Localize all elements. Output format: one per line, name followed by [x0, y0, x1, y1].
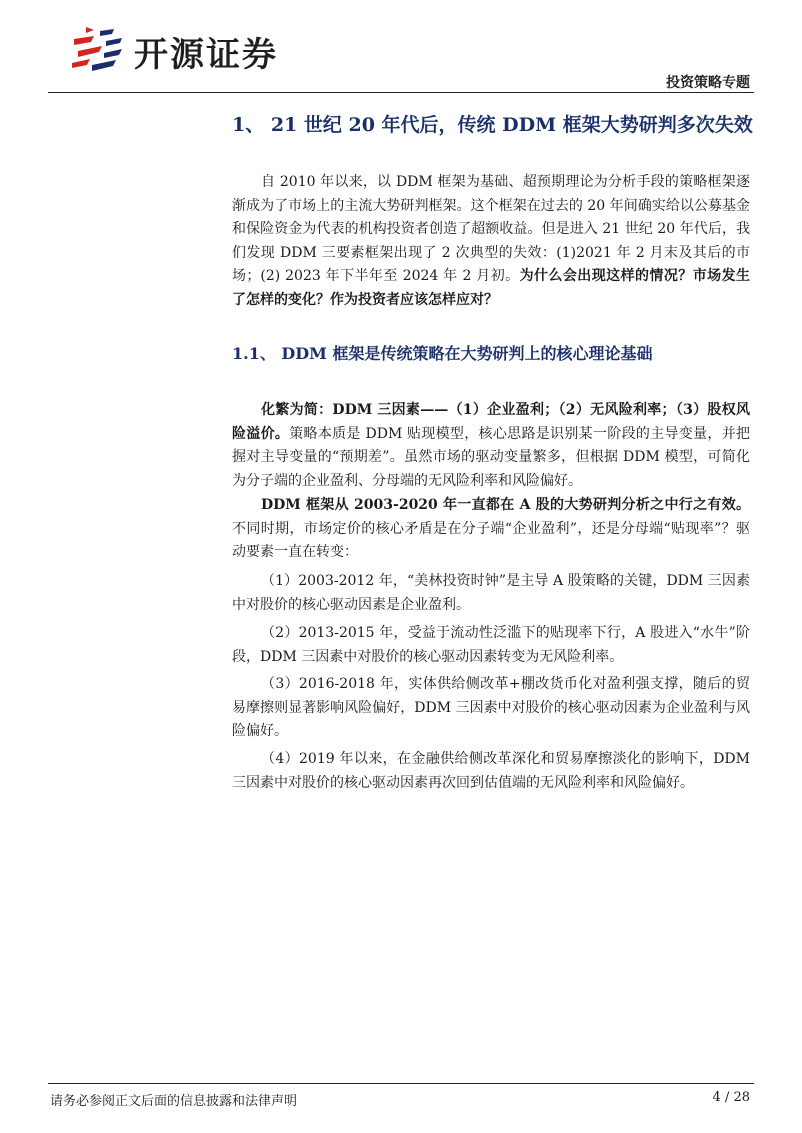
ddm-factors-paragraph [232, 399, 750, 493]
disclaimer-note: 请务必参阅正文后面的信息披露和法律声明 [50, 1094, 298, 1109]
section-1-heading: 1、 21 世纪 20 年代后，传统 DDM 框架大势研判多次失效 [232, 114, 753, 136]
ddm-history-bold-lead: DDM 框架从 2003-2020 年一直都在 A 股的大势研判分析之中行之有效。 [261, 497, 750, 513]
footer-divider [48, 1083, 754, 1084]
company-logo [70, 25, 310, 75]
logo-mark-icon [70, 25, 126, 71]
ddm-factors-text: 策略本质是 DDM 贴现模型，核心思路是识别某一阶段的主导变量，并把握对主导变量的“预期差”。虽然市场的驱动变量繁多，但根据 DDM 模型，可简化为分子端的企业盈利、分母端的无风险利率和风险偏好。 [232, 425, 751, 489]
list-item: （4）2019 年以来，在金融供给侧改革深化和贸易摩擦淡化的影响下，DDM 三因素中对股价的核心驱动因素再次回到估值端的无风险利率和风险偏好。 [232, 751, 750, 791]
section-1-paragraph [232, 171, 750, 312]
paragraph-bold-question: 为什么会出现这样的情况？市场发生了怎样的变化？作为投资者应该怎样应对？ [232, 268, 750, 308]
list-item: （2）2013-2015 年，受益于流动性泛滥下的贴现率下行，A 股进入“水牛”阶段，DDM 三因素中对股价的核心驱动因素转变为无风险利率。 [232, 625, 750, 665]
section-1-1-heading: 1.1、 DDM 框架是传统策略在大势研判上的核心理论基础 [232, 344, 653, 363]
list-item: （1）2003-2012 年，“美林投资时钟”是主导 A 股策略的关键，DDM 三因素中对股价的核心驱动因素是企业盈利。 [232, 573, 750, 613]
ddm-history-paragraph [232, 494, 750, 565]
document-type-label: 投资策略专题 [666, 75, 750, 91]
ddm-history-text: 不同时期，市场定价的核心矛盾是在分子端“企业盈利”，还是分母端“贴现率”？驱动要素一直在转变： [232, 520, 750, 560]
list-item: （3）2016-2018 年，实体供给侧改革+棚改货币化对盈利强支撑，随后的贸易摩擦则显著影响风险偏好，DDM 三因素中对股价的核心驱动因素为企业盈利与风险偏好。 [232, 676, 750, 739]
paragraph-text: 自 2010 年以来，以 DDM 框架为基础、超预期理论为分析手段的策略框架逐渐成为了市场上的主流大势研判框架。这个框架在过去的 20 年间确实给以公募基金和保险资金为代表的机构投资者创造了超额收益。但是进入 21 世纪 20 年代后，我们发现 DDM 三要素框架出现了 2 次典型的失效：(1)2021 年 2 月末及其后的市场；(2) 2023 年下半年至 2024 年 2 月初。 [232, 174, 750, 284]
logo-text: 开源证券 [134, 35, 278, 75]
page-number: 4 / 28 [712, 1090, 750, 1105]
ddm-factors-bold-lead: 化繁为简：DDM 三因素——（1）企业盈利；（2）无风险利率；（3）股权风险溢价。 [232, 402, 750, 442]
header-divider [48, 92, 754, 93]
